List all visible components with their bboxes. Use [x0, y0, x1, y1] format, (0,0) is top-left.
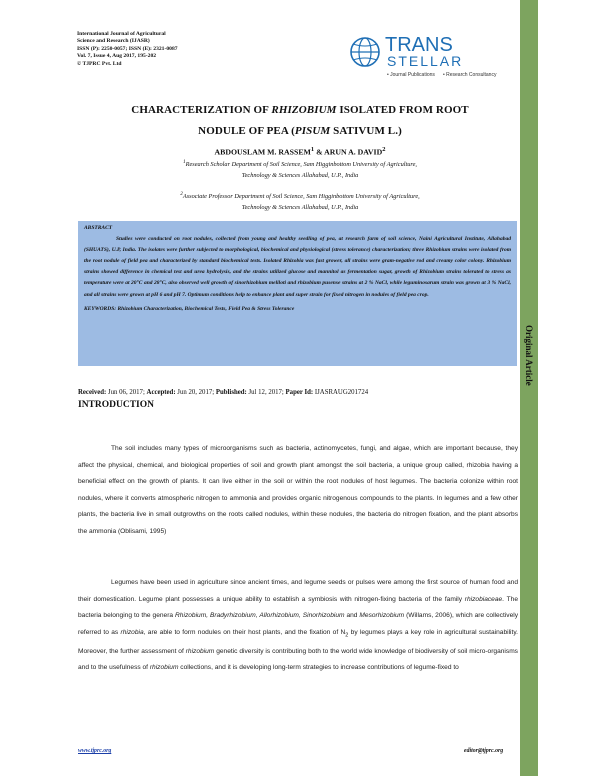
website-link[interactable]: www.tjprc.org: [78, 748, 112, 754]
paragraph-2: Legumes have been used in agriculture since ancient times, and legume seeds or pulses were among the first source of human food and their domestication. Legume plant possesses a unique ability to establish a symbiosis with nitrogen-fixing bacteria of the family rhizobiaceae. The bacteria belonging to the genera Rhizobium, Bradyrhizobium, Allorhizobium, Sinorhizobium and Mesorhizobium (Willams, 2006), which are collectively referred to as rhizobia, are able to form nodules on their host plants, and the fixation of $N_2$ by legumes plays a key role in agricultural sustainability. Moreover, the further assessment of rhizobium genetic diversity is contributing both to the world wide knowledge of biodiversity of soil micro-organisms and to the usefulness of rhizobium collections, and it is developing long-term strategies to increase contributions of legume-fixed to: [78, 579, 518, 672]
journal-name-line2: Science and Research (IJASR): [77, 38, 150, 45]
affiliation-1: $^1$Research Scholar Department of Soil Science, Sam Higginbottom University of Agriculture, Technology & Sciences Allahabad, U.P., India: [183, 159, 417, 180]
abstract-body: Studies were conducted on root nodules, collected from young and healthy seedling of pea, at research farm of soil science, Naini Agricultural Institute, Allahabad (SHUATS), U.P, India. The isolates were further subjected to morphological, biochemical and physiological (stress tolerance) characterization; three Rhizobium strains were isolated from the root nodule of field pea and characterized by standard biochemical tests. Isolated Rhizobia was fast grower, all strains were gram-negative rod and creamy color colony. Rhizobium strains showed difference in chemical test and urea hydrolysis, and the strains utilized glucose and mannitol as fermentation sugar, growth of Rhizobium strains tolerated to stress as temperature were at 20°C and 28°C, also observed well growth of sinorhizobium meliloti and rhizobium pusense strains at 2 % NaCl, while leguminosarum strain was grown at 3 % NaCl, and all strains were grown at pH 6 and pH 7. Optimum conditions help to enhance plant and super strain for fixed nitrogen in nodules of field pea crop.: [84, 236, 511, 298]
logo-tag-journal: • Journal Publications: [387, 72, 435, 78]
journal-volume: Vol. 7, Issue 4, Aug 2017, 195-202: [77, 53, 157, 60]
paragraph-1: The soil includes many types of microorganisms such as bacteria, actinomycetes, fungi, and algae, which are important because, they affect the physical, chemical, and biological properties of soil and growth plant amongst the soil bacteria, a unique group called, rhizobia having a beneficial effect on the growth of plants. It can live either in the soil or within the root nodules of host legumes. The bacteria colonize within root nodules, where it converts atmospheric nitrogen to ammonia and provides organic nitrogenous compounds to the plants. In legumes and a few other plants, the bacteria live in small outgrowths on the roots called nodules, within these nodules, the bacteria do nitrogen fixation, and the plant absorbs the ammonia (Oblisami, 1995): [78, 445, 518, 535]
keywords: KEYWORDS: Rhizobium Characterization, Biochemical Tests, Field Pea & Stress Tolerance: [84, 305, 295, 312]
dates-line: Received: Jun 06, 2017; Accepted: Jun 20, 2017; Published: Jul 12, 2017; Paper Id: IJASRAUG201724: [78, 389, 369, 396]
editor-email: editor@tjprc.org: [464, 748, 504, 754]
logo-tag-research: • Research Consultancy: [443, 72, 497, 78]
logo-word-trans: TRANS: [385, 34, 453, 56]
affiliation-2: $^2$Associate Professor Department of Soil Science, Sam Higginbottom University of Agriculture, Technology & Sciences Allahabad, U.P., India: [180, 191, 420, 212]
abstract-heading: ABSTRACT: [84, 225, 113, 231]
author-list: ABDOUSLAM M. RASSEM$^1$ & ARUN A. DAVID$^2$: [214, 146, 386, 157]
logo-word-stellar: STELLAR: [387, 53, 464, 69]
journal-copyright: © TJPRC Pvt. Ltd: [77, 60, 122, 67]
paper-title: CHARACTERIZATION OF RHIZOBIUM ISOLATED FROM ROOT NODULE OF PEA (PISUM SATIVUM L.): [131, 104, 469, 137]
journal-info: [77, 31, 247, 68]
journal-name-line1: International Journal of Agricultural: [77, 31, 166, 37]
article-type-label: Original Article: [524, 324, 534, 386]
abstract-box: [78, 221, 517, 366]
section-heading-introduction: INTRODUCTION: [78, 400, 155, 410]
journal-issn: ISSN (P): 2250-0057; ISSN (E): 2321-0087: [77, 45, 178, 52]
transstellar-logo: [347, 30, 527, 78]
globe-icon: [347, 30, 527, 78]
